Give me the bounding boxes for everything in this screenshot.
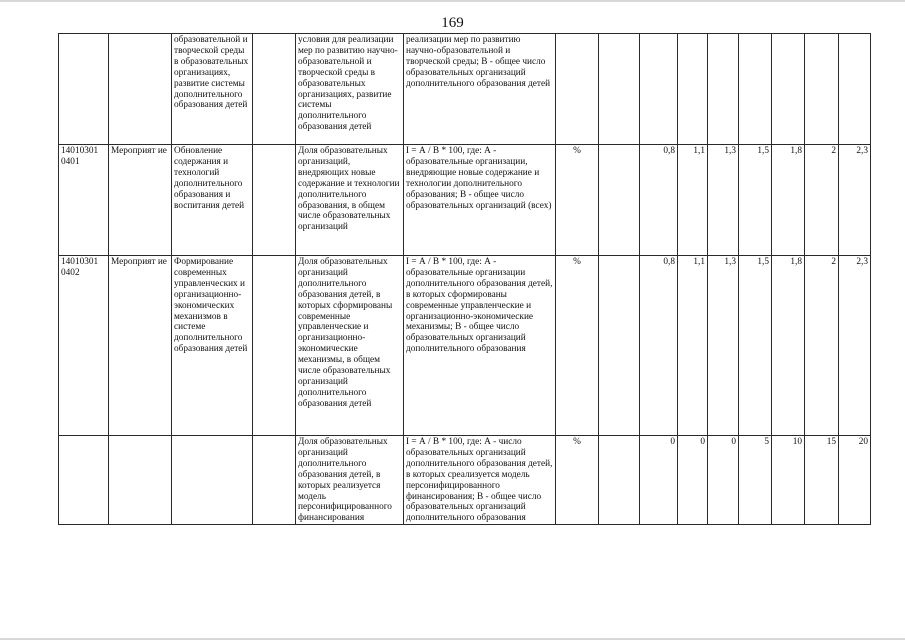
cell-name: образовательной и творческой среды в образовательных организациях, развитие системы дополнительного образования детей bbox=[172, 34, 253, 145]
cell-value: 0 bbox=[678, 436, 708, 525]
page-number: 169 bbox=[441, 15, 464, 31]
cell-name bbox=[172, 436, 253, 525]
cell-indicator: Доля образовательных организаций дополнительного образования детей, в которых реализуется модель персонифицированного финансирования bbox=[296, 436, 404, 525]
cell-value: 1,8 bbox=[772, 256, 805, 436]
cell-name: Формирование современных управленческих и организационно-экономических механизмов в системе дополнительного образования детей bbox=[172, 256, 253, 436]
cell-value bbox=[678, 34, 708, 145]
cell-unit: % bbox=[556, 256, 599, 436]
cell-value: 1,1 bbox=[678, 256, 708, 436]
cell-value bbox=[599, 256, 640, 436]
cell-value: 0 bbox=[640, 436, 678, 525]
cell-value: 2,3 bbox=[839, 256, 871, 436]
cell-value: 2 bbox=[805, 256, 839, 436]
cell-name: Обновление содержания и технологий дополнительного образования и воспитания детей bbox=[172, 145, 253, 256]
table-row bbox=[59, 34, 871, 145]
cell-value: 0 bbox=[708, 436, 739, 525]
cell-value: 0,8 bbox=[640, 256, 678, 436]
cell-value: 1,1 bbox=[678, 145, 708, 256]
cell-formula: I = А / В * 100, где: А - число образовательных организаций дополнительного образования детей, в которых среализуется модель персонифицированного финансирования; В - общее число образовательных организаций дополнительного образования bbox=[404, 436, 556, 525]
program-table bbox=[58, 33, 871, 525]
cell-indicator: Доля образовательных организаций дополнительного образования детей, в которых сформированы современные управленческие и организационно-экономические механизмы, в общем числе образовательных организаций дополнительного образования детей bbox=[296, 256, 404, 436]
cell-value: 20 bbox=[839, 436, 871, 525]
cell-indicator: Доля образовательных организаций, внедряющих новые содержание и технологии дополнительного образования, в общем числе образовательных организаций bbox=[296, 145, 404, 256]
cell-unit bbox=[556, 34, 599, 145]
cell-code: 14010301 0402 bbox=[59, 256, 109, 436]
cell-formula: I = А / В * 100, где: А - образовательные организации, внедряющие новые содержание и технологии дополнительного образования; В - общее число образовательных организаций (всех) bbox=[404, 145, 556, 256]
cell-code bbox=[59, 436, 109, 525]
cell-formula: I = А / В * 100, где: А - образовательные организации дополнительного образования детей, в которых сформированы современные управленческие и организационно-экономические механизмы; В - общее число образовательных организаций дополнительного образования bbox=[404, 256, 556, 436]
cell-value: 1,3 bbox=[708, 256, 739, 436]
table-row bbox=[59, 145, 871, 256]
cell-unit: % bbox=[556, 436, 599, 525]
cell-unit: % bbox=[556, 145, 599, 256]
cell-value: 2 bbox=[805, 145, 839, 256]
table-row bbox=[59, 256, 871, 436]
cell-type: Мероприят ие bbox=[109, 145, 172, 256]
cell-empty bbox=[253, 256, 296, 436]
cell-value: 1,8 bbox=[772, 145, 805, 256]
cell-empty bbox=[253, 34, 296, 145]
cell-type bbox=[109, 436, 172, 525]
cell-value bbox=[708, 34, 739, 145]
cell-empty bbox=[253, 145, 296, 256]
cell-value bbox=[599, 145, 640, 256]
cell-value: 15 bbox=[805, 436, 839, 525]
cell-value bbox=[839, 34, 871, 145]
cell-value: 2,3 bbox=[839, 145, 871, 256]
cell-value bbox=[599, 34, 640, 145]
cell-value bbox=[739, 34, 772, 145]
cell-value: 10 bbox=[772, 436, 805, 525]
cell-value: 1,5 bbox=[739, 145, 772, 256]
cell-indicator: условия для реализации мер по развитию научно-образовательной и творческой среды в образовательных организациях, развитие системы дополнительного образования детей bbox=[296, 34, 404, 145]
cell-code: 14010301 0401 bbox=[59, 145, 109, 256]
scan-edge-top bbox=[0, 0, 905, 2]
cell-value: 5 bbox=[739, 436, 772, 525]
cell-formula: реализации мер по развитию научно-образовательной и творческой среды; В - общее число образовательных организаций дополнительного образования детей bbox=[404, 34, 556, 145]
cell-value bbox=[772, 34, 805, 145]
table-row bbox=[59, 436, 871, 525]
cell-value: 1,5 bbox=[739, 256, 772, 436]
cell-value: 0,8 bbox=[640, 145, 678, 256]
cell-type: Мероприят ие bbox=[109, 256, 172, 436]
cell-value: 1,3 bbox=[708, 145, 739, 256]
cell-empty bbox=[253, 436, 296, 525]
cell-value bbox=[805, 34, 839, 145]
cell-value bbox=[599, 436, 640, 525]
cell-code bbox=[59, 34, 109, 145]
cell-type bbox=[109, 34, 172, 145]
cell-value bbox=[640, 34, 678, 145]
